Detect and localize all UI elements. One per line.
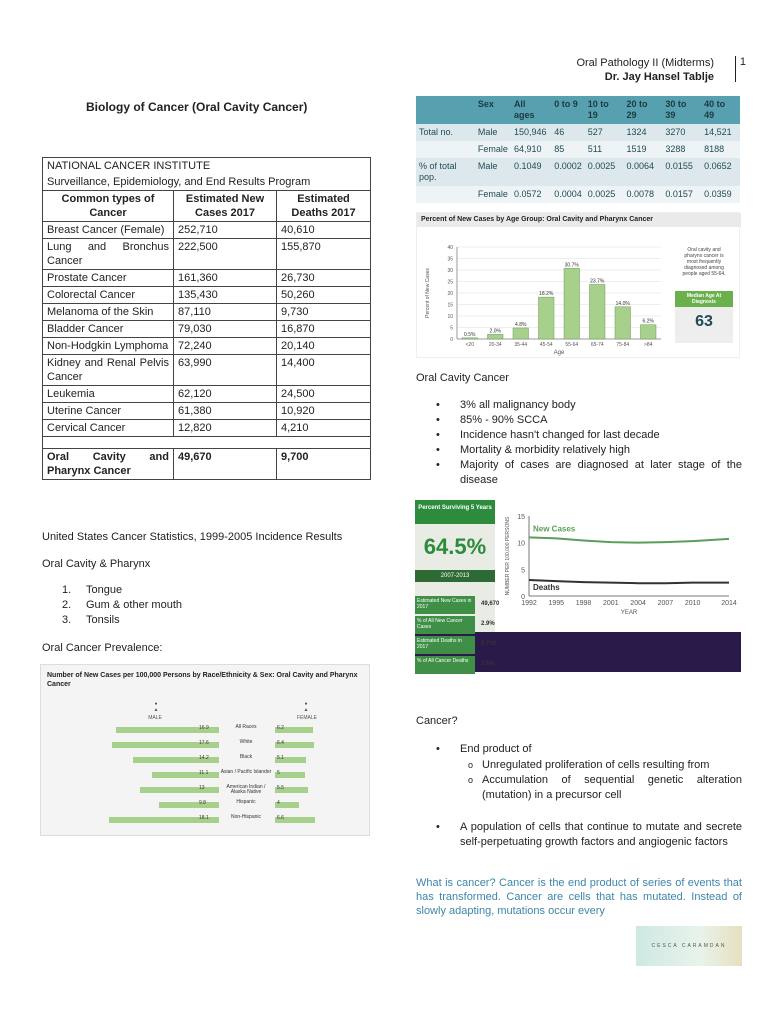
table-cell: 0.0572 (511, 186, 551, 203)
page-number: 1 (739, 56, 746, 68)
y-tick-label: 20 (447, 291, 453, 297)
stat-value: 1.6% (481, 661, 495, 667)
female-value: 5.1 (277, 755, 284, 761)
list-number: 1. (62, 584, 72, 596)
table-cell: 79,030 (174, 321, 277, 338)
y-tick-label: 0 (521, 594, 525, 601)
table-cell: 9,730 (277, 304, 371, 321)
female-value: 5 (277, 770, 280, 776)
category-label: White (239, 739, 253, 745)
table-row (43, 338, 371, 355)
survival-panel (415, 500, 741, 672)
category-label: Asian / Pacific Islander (220, 769, 272, 775)
table-cell: 0.0078 (624, 186, 663, 203)
list-number: 3. (62, 614, 72, 626)
x-tick-label: 55-64 (565, 342, 579, 348)
x-tick-label: 75-84 (616, 342, 630, 348)
data-label: 30.7% (564, 262, 579, 269)
column-header: 10 to 19 (585, 96, 624, 124)
list-item (62, 583, 182, 598)
us-stats-line: United States Cancer Statistics, 1999-2005 Incidence Results (42, 531, 343, 543)
table-cell: 16,870 (277, 321, 371, 338)
table-cell: 161,360 (174, 270, 277, 287)
table-cell: 1324 (624, 124, 663, 141)
table-cell: 10,920 (277, 403, 371, 420)
age-bar-chart (417, 227, 667, 359)
category-label: Black (239, 754, 253, 760)
male-bar (159, 802, 219, 808)
male-value: 11.1 (199, 770, 209, 776)
column-header: All ages (511, 96, 551, 124)
survival-stat (415, 656, 525, 674)
y-tick-label: 0 (450, 337, 453, 343)
oral-pharynx-heading: Oral Cavity & Pharynx (42, 558, 151, 570)
x-tick-label: >84 (644, 342, 653, 348)
table-cell: Leukemia (43, 386, 174, 403)
male-value: 17.6 (199, 740, 209, 746)
x-tick-label: 65-74 (590, 342, 604, 348)
table-cell: 155,870 (277, 239, 371, 270)
table-row (43, 355, 371, 386)
table-cell: 0.0002 (551, 158, 585, 186)
list-item: • End product of (416, 742, 742, 757)
x-tick-label: 2007 (657, 600, 674, 607)
table-cell: 61,380 (174, 403, 277, 420)
table-cell: 1519 (624, 141, 663, 158)
y-tick-label: 30 (447, 268, 453, 274)
column-header: Estimated Deaths 2017 (277, 191, 371, 222)
chart-row (41, 740, 371, 751)
stat-label: % of All New Cancer Cases (415, 616, 475, 634)
table-cell: Female (475, 141, 511, 158)
page-header (576, 56, 728, 84)
chart-row (41, 815, 371, 826)
data-label: 14.0% (615, 300, 630, 307)
x-tick-label: 35-44 (514, 342, 528, 348)
x-tick-label: 1995 (548, 600, 565, 607)
oral-cavity-heading: Oral Cavity Cancer (416, 372, 509, 384)
bar (615, 307, 631, 339)
prevalence-heading: Oral Cancer Prevalence: (42, 642, 163, 654)
survival-percent: 64.5% (423, 534, 487, 559)
table-cell: 511 (585, 141, 624, 158)
bar (462, 338, 478, 339)
trend-line-chart (495, 504, 741, 632)
female-value: 6.4 (277, 740, 284, 746)
data-label: 23.7% (590, 278, 605, 285)
column-header: 0 to 9 (551, 96, 585, 124)
female-value: 4 (277, 800, 280, 806)
table-cell: Female (475, 186, 511, 203)
table-cell: Non-Hodgkin Lymphoma (43, 338, 174, 355)
list-item: • 3% all malignancy body (416, 398, 742, 413)
y-tick-label: 10 (517, 540, 525, 548)
table-cell: 24,500 (277, 386, 371, 403)
list-item: • Incidence hasn't changed for last decade (416, 428, 742, 443)
header-divider (735, 56, 736, 82)
x-tick-label: 2004 (630, 600, 646, 607)
y-tick-label: 35 (447, 256, 453, 263)
series-label: Deaths (533, 583, 560, 592)
table-cell (416, 141, 475, 158)
table-cell: 50,260 (277, 287, 371, 304)
table-cell: 46 (551, 124, 585, 141)
table-cell: 12,820 (174, 420, 277, 437)
stat-value: 49,670 (481, 601, 500, 607)
what-is-cancer-text: What is cancer? Cancer is the end product of series of events that has transformed. Cancer are cells that has mutated. Instead of slowly adapting, mutations occur every (416, 877, 742, 917)
y-tick-label: 5 (450, 325, 453, 332)
list-number: 2. (62, 599, 72, 611)
y-tick-label: 5 (521, 567, 525, 575)
cancer-bullets-2 (416, 820, 742, 850)
table-cell: 20,140 (277, 338, 371, 355)
table-cell: Melanoma of the Skin (43, 304, 174, 321)
male-bar (152, 772, 219, 778)
table-cell: Kidney and Renal Pelvis Cancer (43, 355, 174, 386)
list-text: Gum & other mouth (86, 599, 182, 611)
table-row (416, 141, 740, 158)
male-value: 13 (199, 785, 205, 791)
table-cell: % of total pop. (416, 158, 475, 186)
list-item: • A population of cells that continue to mutate and secrete self-perpetuating growth factors and angiogenic factors (416, 820, 742, 850)
male-value: 9.8 (199, 800, 206, 806)
bar (513, 328, 529, 339)
y-axis-label: Percent of New Cases (425, 268, 431, 318)
stat-value: 2.9% (481, 621, 495, 627)
table-row (43, 321, 371, 338)
column-header: Common types of Cancer (43, 191, 174, 222)
female-figure-icon: ● ▲ (303, 701, 309, 713)
stat-label: Estimated New Cases in 2017 (415, 596, 475, 614)
table-cell: Male (475, 124, 511, 141)
table-cell: 8188 (701, 141, 740, 158)
female-value: 6.2 (277, 725, 284, 731)
table-cell: 0.0652 (701, 158, 740, 186)
x-tick-label: 20-34 (488, 342, 502, 348)
x-tick-label: 1998 (575, 600, 592, 607)
male-value: 16.9 (199, 725, 209, 731)
table-cell: 150,946 (511, 124, 551, 141)
oral-cavity-bullets (416, 398, 742, 488)
table-row (416, 158, 740, 186)
table-cell: 87,110 (174, 304, 277, 321)
y-tick-label: 40 (447, 245, 453, 251)
x-axis-label: Age (553, 350, 565, 356)
survival-years: 2007-2013 (415, 570, 495, 582)
cancer-heading: Cancer? (416, 715, 458, 727)
cancer-bullets (416, 742, 742, 757)
oral-pharynx-list (62, 583, 182, 628)
table-cell: 4,210 (277, 420, 371, 437)
list-item: • 85% - 90% SCCA (416, 413, 742, 428)
y-tick-label: 15 (447, 302, 453, 309)
table-cell: Cervical Cancer (43, 420, 174, 437)
table-cell: 85 (551, 141, 585, 158)
brand-logo: CESCA CARAMDAN (636, 926, 742, 966)
table-source-line1: NATIONAL CANCER INSTITUTE (43, 158, 371, 175)
table-cell: 0.0025 (585, 186, 624, 203)
column-header (416, 96, 475, 124)
table-cell: Bladder Cancer (43, 321, 174, 338)
stat-value: 9,700 (481, 641, 497, 647)
bar (641, 325, 657, 339)
chart-row (41, 800, 371, 811)
x-tick-label: 1992 (521, 600, 537, 607)
table-cell: 3288 (662, 141, 701, 158)
table-cell: 0.0064 (624, 158, 663, 186)
table-row (43, 420, 371, 437)
y-axis-label: NUMBER PER 100,000 PERSONS (505, 516, 511, 596)
median-age-box (675, 291, 733, 343)
chart-row (41, 770, 371, 781)
bar (590, 284, 606, 339)
table-cell: Total no. (416, 124, 475, 141)
survival-stat (415, 636, 525, 654)
column-header: 40 to 49 (701, 96, 740, 124)
x-tick-label: 2014 (721, 600, 737, 607)
data-label: 0.5% (464, 331, 476, 338)
female-value: 6.6 (277, 815, 284, 821)
female-value: 5.5 (277, 785, 284, 791)
table-cell: 0.0157 (662, 186, 701, 203)
category-label: American Indian / Alaska Native (226, 784, 266, 795)
series-label: New Cases (533, 524, 576, 534)
table-row (43, 304, 371, 321)
bar (564, 268, 580, 339)
table-cell: 26,730 (277, 270, 371, 287)
table-cell: 14,400 (277, 355, 371, 386)
table-cell: 49,670 (174, 449, 277, 480)
table-cell: 62,120 (174, 386, 277, 403)
cancer-sub-bullets (416, 758, 742, 803)
survival-header: Percent Surviving 5 Years (415, 500, 495, 524)
table-cell: 135,430 (174, 287, 277, 304)
x-tick-label: 2001 (603, 600, 619, 607)
list-item: • Mortality & morbidity relatively high (416, 443, 742, 458)
female-label: FEMALE (296, 715, 317, 721)
x-tick-label: 2010 (684, 600, 701, 607)
table-cell: 527 (585, 124, 624, 141)
table-cell: 0.0025 (585, 158, 624, 186)
table-row (43, 270, 371, 287)
male-bar (140, 787, 219, 793)
list-item (62, 598, 182, 613)
table-cell: 40,610 (277, 222, 371, 239)
category-label: Hispanic (236, 799, 256, 805)
category-label: Non-Hispanic (230, 814, 261, 820)
y-tick-label: 10 (447, 314, 453, 320)
table-cell: 9,700 (277, 449, 371, 480)
stat-label: % of All Cancer Deaths (415, 656, 475, 674)
author-name: Dr. Jay Hansel Tablje (604, 71, 714, 83)
table-cell: 72,240 (174, 338, 277, 355)
bar (488, 334, 504, 339)
chart-row (41, 785, 371, 796)
median-value: 63 (695, 313, 713, 330)
column-header: 20 to 29 (624, 96, 663, 124)
table-row (43, 287, 371, 304)
y-tick-label: 15 (517, 514, 525, 521)
table-cell: Uterine Cancer (43, 403, 174, 420)
chart-title: Number of New Cases per 100,000 Persons by Race/Ethnicity & Sex: Oral Cavity and Pharynx Cancer (47, 672, 358, 688)
data-label: 6.2% (642, 318, 654, 325)
table-cell (416, 186, 475, 203)
table-cell: Breast Cancer (Female) (43, 222, 174, 239)
list-text: Tonsils (86, 614, 120, 626)
category-label: All Races (235, 724, 257, 730)
y-tick-label: 25 (447, 279, 453, 286)
list-item (62, 613, 182, 628)
chart-row (41, 725, 371, 736)
table-cell: 222,500 (174, 239, 277, 270)
table-cell: 0.0155 (662, 158, 701, 186)
table-spacer (43, 437, 371, 449)
table-cell: 64,910 (511, 141, 551, 158)
list-text: Tongue (86, 584, 123, 596)
prevalence-chart (40, 664, 370, 836)
table-row (416, 124, 740, 141)
median-label: Median Age At Diagnosis (675, 291, 733, 307)
x-tick-label: 45-54 (539, 342, 553, 348)
table-cell: Lung and Bronchus Cancer (43, 239, 174, 270)
table-cell: Colorectal Cancer (43, 287, 174, 304)
list-item: • Majority of cases are diagnosed at later stage of the disease (416, 458, 742, 488)
column-header: Estimated New Cases 2017 (174, 191, 277, 222)
male-figure-icon: ● ▲ (153, 701, 159, 713)
list-item: o Unregulated proliferation of cells resulting from (416, 758, 742, 773)
x-tick-label: <20 (465, 342, 474, 348)
male-label: MALE (148, 715, 162, 721)
age-incidence-table (416, 96, 740, 203)
table-row (416, 186, 740, 203)
data-label: 2.0% (489, 328, 501, 335)
document-title: Biology of Cancer (Oral Cavity Cancer) (86, 100, 308, 114)
table-cell: Prostate Cancer (43, 270, 174, 287)
x-axis-label: YEAR (620, 610, 638, 616)
bar (539, 297, 555, 339)
data-label: 4.8% (515, 321, 527, 328)
table-row (43, 386, 371, 403)
table-cell: 0.0359 (701, 186, 740, 203)
chart-note: Oral cavity and pharynx cancer is most frequently diagnosed among people aged 55-64. (682, 247, 726, 277)
age-group-chart (416, 212, 740, 358)
table-source-line2: Surveillance, Epidemiology, and End Results Program (43, 174, 371, 191)
data-label: 18.2% (539, 291, 554, 298)
column-header: Sex (475, 96, 511, 124)
stat-label: Estimated Deaths in 2017 (415, 636, 475, 654)
course-title: Oral Pathology II (Midterms) (576, 57, 714, 69)
chart-row (41, 755, 371, 766)
list-item: o Accumulation of sequential genetic alteration (mutation) in a precursor cell (416, 773, 742, 803)
table-cell: Oral Cavity and Pharynx Cancer (43, 449, 174, 480)
table-cell: 0.0004 (551, 186, 585, 203)
table-cell: 63,990 (174, 355, 277, 386)
table-cell: 0.1049 (511, 158, 551, 186)
table-row (43, 239, 371, 270)
chart-title: Percent of New Cases by Age Group: Oral Cavity and Pharynx Cancer (417, 213, 741, 227)
table-cell: 252,710 (174, 222, 277, 239)
nci-cancer-table (42, 157, 371, 480)
column-header: 30 to 39 (662, 96, 701, 124)
table-cell: 3270 (662, 124, 701, 141)
male-value: 18.1 (199, 815, 209, 821)
table-row (43, 403, 371, 420)
table-cell: Male (475, 158, 511, 186)
table-row (43, 222, 371, 239)
table-cell: 14,521 (701, 124, 740, 141)
male-value: 14.2 (199, 755, 209, 761)
